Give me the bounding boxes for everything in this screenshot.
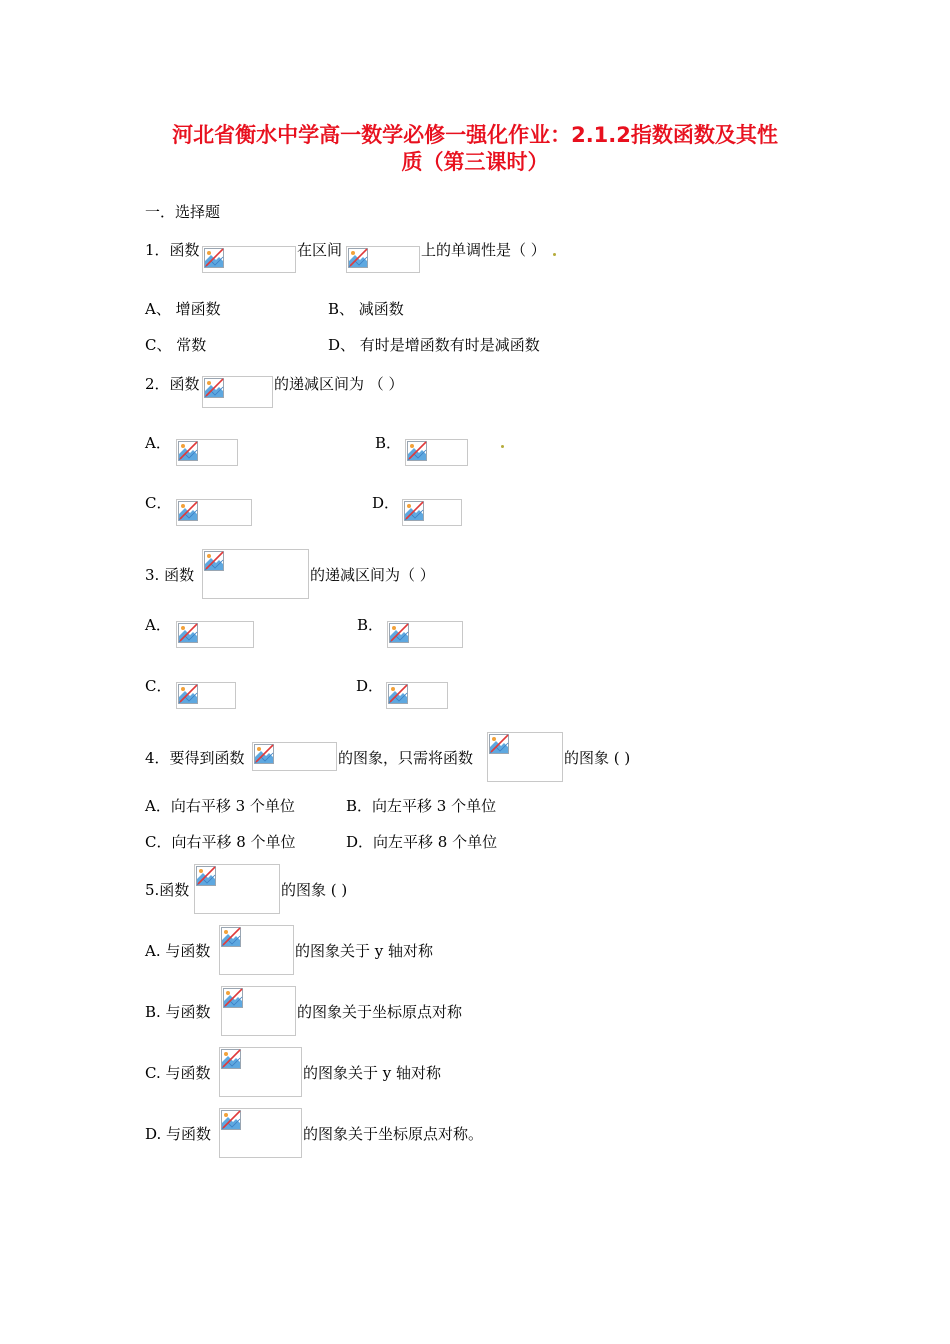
q2-option-d: D． [372,494,400,512]
q2-option-c-image [176,499,252,526]
q3-formula-image [202,549,309,599]
q1-option-a: A、 增函数 [145,300,221,318]
q5-option-a-post: 的图象关于 y 轴对称 [295,942,434,960]
q3-label: 3. 函数 [145,566,195,584]
q2-formula-image [202,376,273,408]
q5-option-a-image [219,925,294,975]
q5-option-b-post: 的图象关于坐标原点对称 [297,1003,463,1021]
q3-option-d-image [386,682,448,709]
q5-option-c-post: 的图象关于 y 轴对称 [303,1064,442,1082]
q5-label: 5.函数 [145,881,190,899]
speck [553,253,556,256]
q1-mid: 在区间 [297,241,343,259]
q2-option-d-image [402,499,462,526]
q2-option-b-image [405,439,468,466]
q2-option-c: C． [145,494,172,512]
q4-option-b: B．向左平移 3 个单位 [346,797,497,815]
q3-option-b: B． [357,616,384,634]
q5-option-c-image [219,1047,302,1097]
page-title-line1: 河北省衡水中学高一数学必修一强化作业：2.1.2指数函数及其性 [172,123,778,147]
q4-option-c: C．向右平移 8 个单位 [145,833,296,851]
q5-tail: 的图象 ( ) [281,881,348,899]
q1-interval-image [346,246,420,273]
q5-option-d-post: 的图象关于坐标原点对称。 [303,1125,484,1143]
q2-option-a: A． [145,434,171,452]
q3-option-c: C． [145,677,172,695]
q5-option-d-image [219,1108,302,1158]
q4-mid: 的图象，只需将函数 [338,749,474,767]
q4-option-a: A．向右平移 3 个单位 [145,797,295,815]
q2-option-b: B． [375,434,402,452]
q1-option-c: C、 常数 [145,336,207,354]
q1-option-b: B、 减函数 [328,300,404,318]
q4-label: 4．要得到函数 [145,749,245,767]
q3-tail: 的递减区间为（ ） [310,566,435,584]
q3-option-d: D． [356,677,384,695]
q3-option-a-image [176,621,254,648]
q3-option-a: A． [145,616,171,634]
q1-formula-image [202,246,296,273]
q5-option-a-pre: A. 与函数 [145,942,211,960]
q4-tail: 的图象 ( ) [564,749,631,767]
q2-tail: 的递减区间为 （ ） [274,375,404,393]
q2-option-a-image [176,439,238,466]
q1-tail: 上的单调性是（ ） [421,241,546,259]
q5-option-c-pre: C. 与函数 [145,1064,211,1082]
q5-formula-image [194,864,280,914]
q1-option-d: D、 有时是增函数有时是减函数 [328,336,540,354]
q3-option-b-image [387,621,463,648]
q5-option-d-pre: D. 与函数 [145,1125,212,1143]
q5-option-b-image [221,986,296,1036]
page-title-line2: 质（第三课时） [401,150,549,174]
q4-target-function-image [252,742,337,771]
q4-source-function-image [487,732,563,782]
speck [501,445,504,448]
q4-option-d: D．向左平移 8 个单位 [346,833,498,851]
q2-label: 2．函数 [145,375,200,393]
q3-option-c-image [176,682,236,709]
q1-label: 1．函数 [145,241,200,259]
section-heading: 一．选择题 [145,203,221,221]
q5-option-b-pre: B. 与函数 [145,1003,211,1021]
